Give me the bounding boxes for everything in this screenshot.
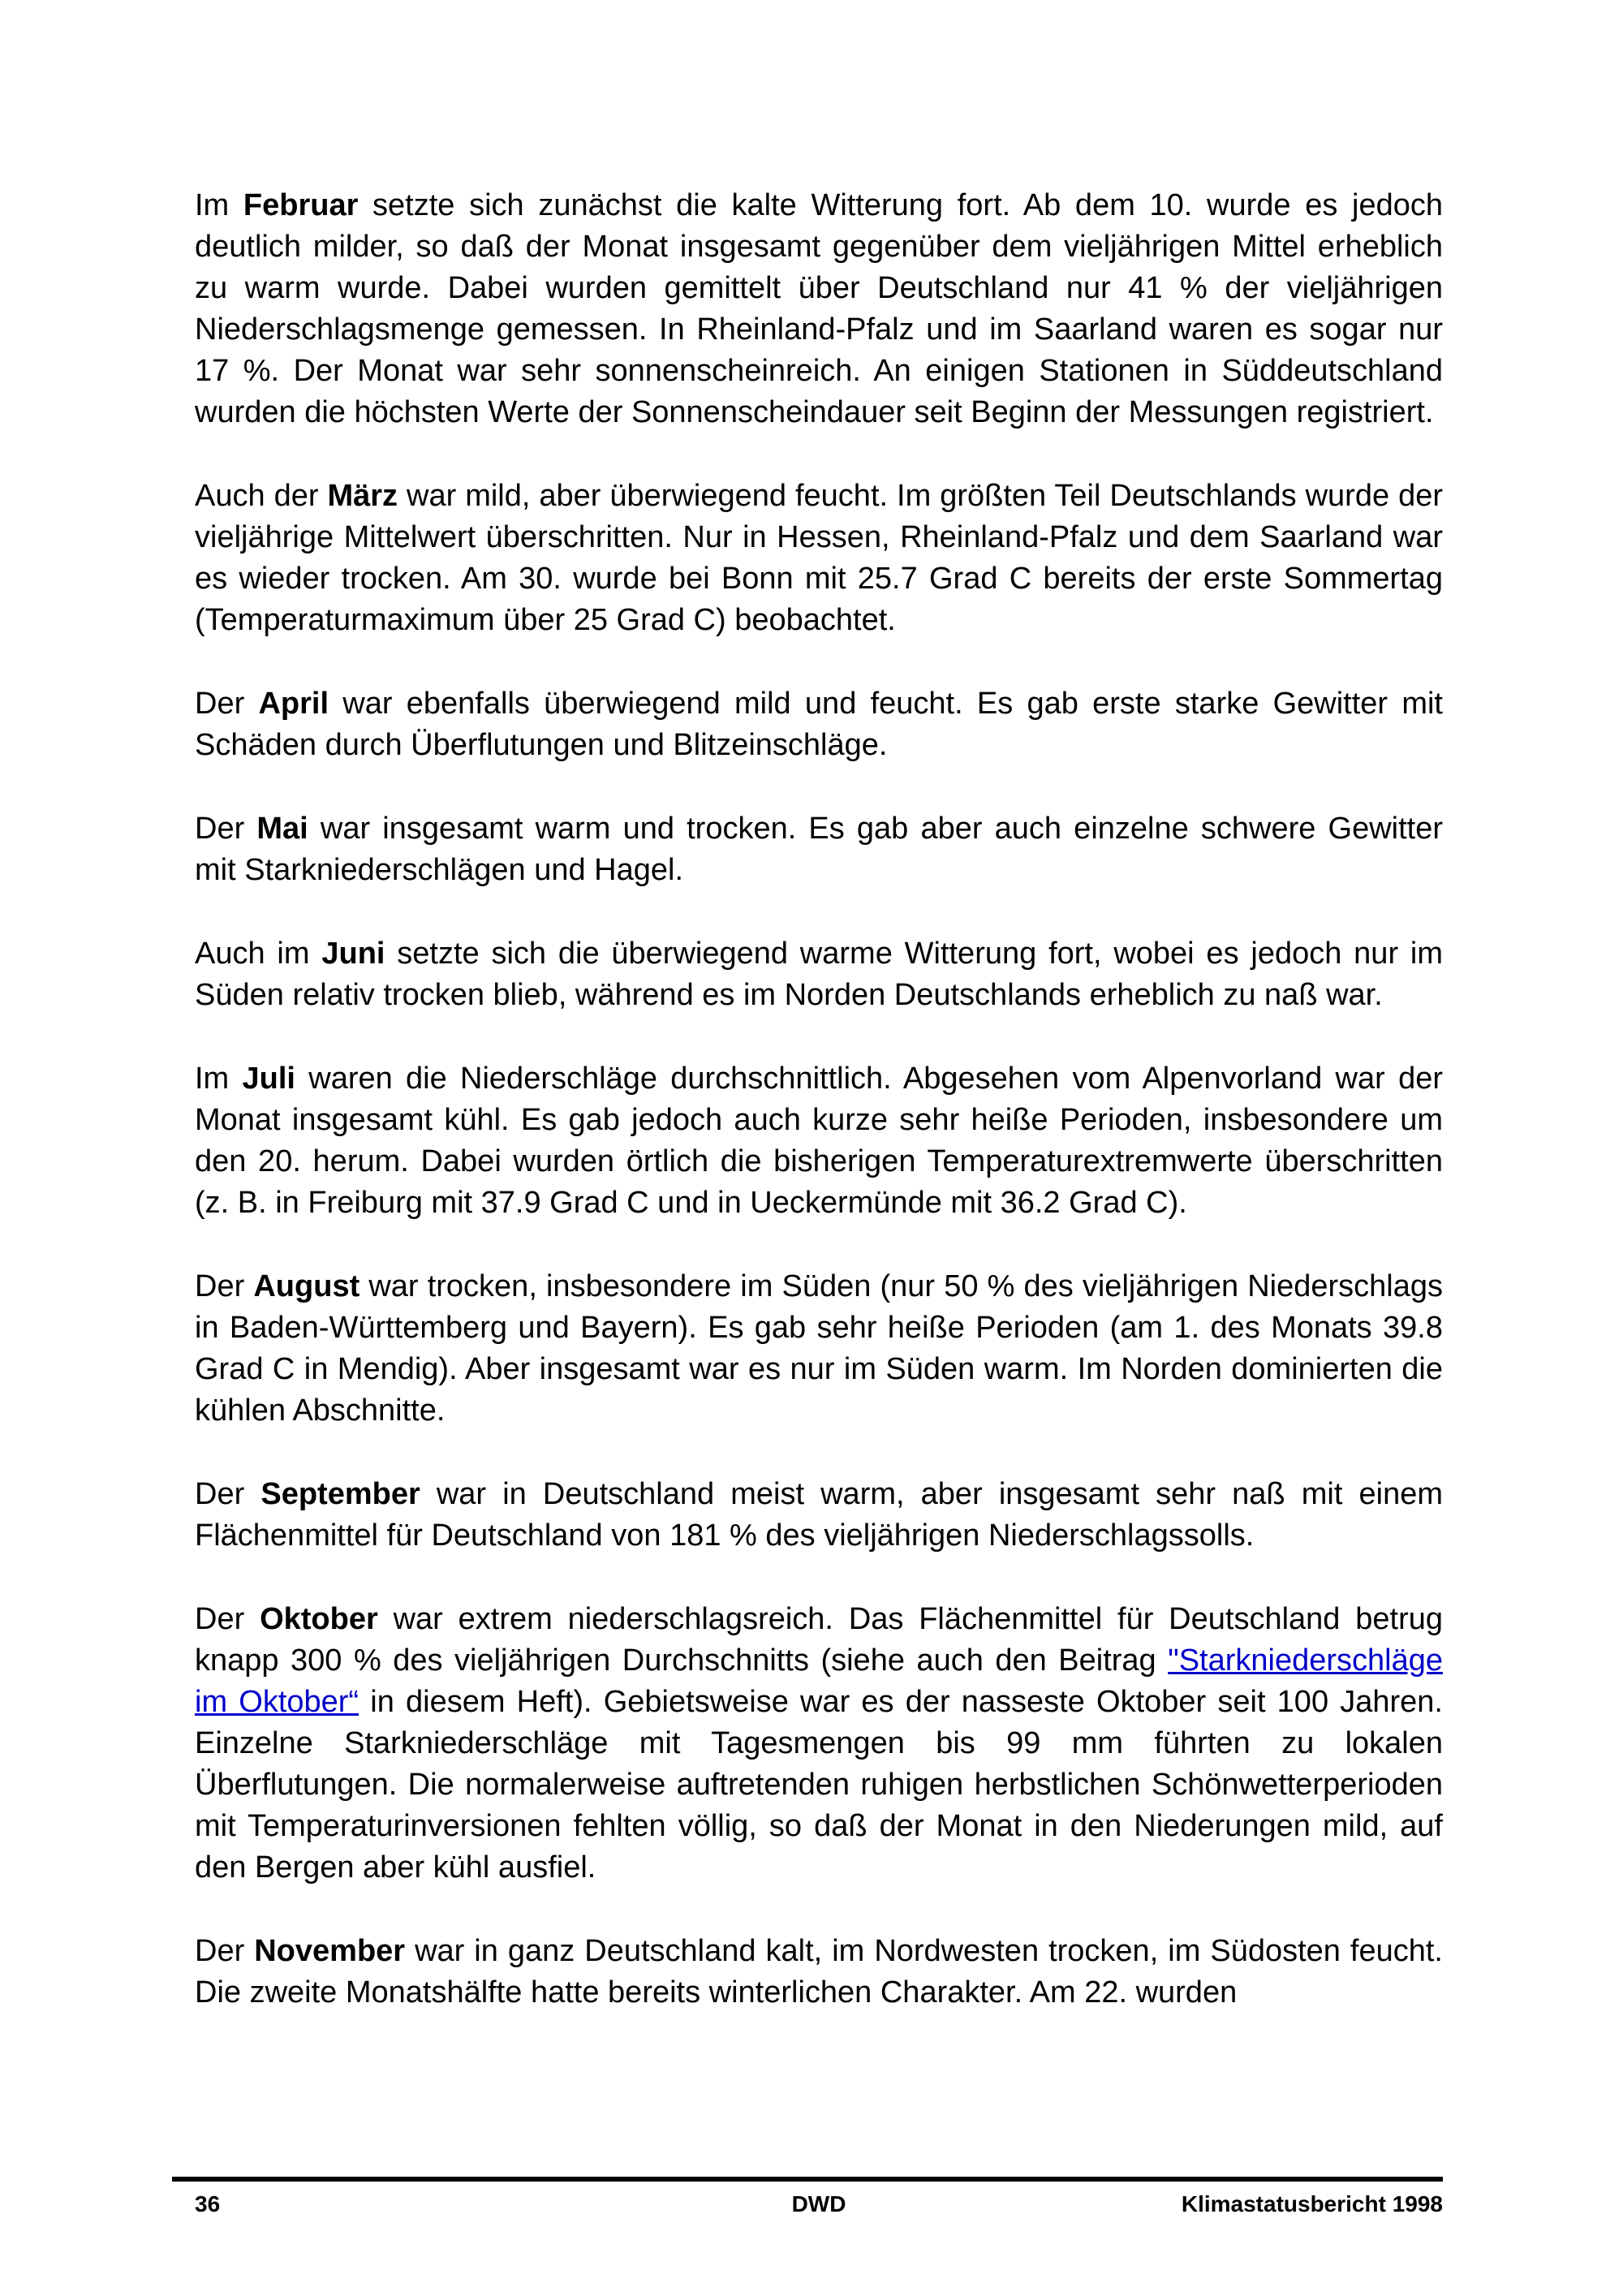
paragraph-april	[195, 683, 1443, 766]
document-body	[195, 185, 1443, 2056]
paragraph-lead: Auch der	[195, 479, 328, 513]
paragraph-oktober	[195, 1599, 1443, 1889]
paragraph-text: war insgesamt warm und trocken. Es gab aber auch einzelne schwere Gewitter mit Starkniederschlägen und Hagel.	[195, 812, 1443, 887]
publisher-label: DWD	[791, 2191, 846, 2216]
paragraph-text: setzte sich zunächst die kalte Witterung fort. Ab dem 10. wurde es jedoch deutlich milder, so daß der Monat insgesamt gegenüber dem vieljährigen Mittel erheblich zu warm wurde. Dabei wurden gemittelt über Deutschland nur 41 % der vieljährigen Niederschlagsmenge gemessen. In Rheinland-Pfalz und im Saarland waren es sogar nur 17 %. Der Monat war sehr sonnenscheinreich. An einigen Stationen in Süddeutschland wurden die höchsten Werte der Sonnenscheindauer seit Beginn der Messungen registriert.	[195, 188, 1443, 429]
paragraph-februar	[195, 185, 1443, 433]
month-name: April	[258, 687, 329, 721]
paragraph-text: war in ganz Deutschland kalt, im Nordwesten trocken, im Südosten feucht. Die zweite Monatshälfte hatte bereits winterlichen Charakter. Am 22. wurden	[195, 1934, 1443, 2010]
month-name: Juli	[242, 1062, 295, 1096]
paragraph-august	[195, 1266, 1443, 1432]
month-name: Mai	[256, 812, 308, 846]
paragraph-maerz	[195, 476, 1443, 641]
month-name: März	[327, 479, 398, 513]
paragraph-november	[195, 1931, 1443, 2014]
paragraph-lead: Der	[195, 1269, 254, 1303]
paragraph-text: war mild, aber überwiegend feucht. Im größten Teil Deutschlands wurde der vieljährige Mittelwert überschritten. Nur in Hessen, Rheinland-Pfalz und dem Saarland war es wieder trocken. Am 30. wurde bei Bonn mit 25.7 Grad C bereits der erste Sommertag (Temperaturmaximum über 25 Grad C) beobachtet.	[195, 479, 1443, 637]
paragraph-mai	[195, 808, 1443, 891]
page-number: 36	[195, 2191, 221, 2216]
paragraph-text: war trocken, insbesondere im Süden (nur 50 % des vieljährigen Niederschlags in Baden-Württemberg und Bayern). Es gab sehr heiße Perioden (am 1. des Monats 39.8 Grad C in Mendig). Aber insgesamt war es nur im Süden warm. Im Norden dominierten die kühlen Abschnitte.	[195, 1269, 1443, 1428]
month-name: November	[254, 1934, 406, 1968]
report-title: Klimastatusbericht 1998	[1181, 2191, 1443, 2216]
month-name: Februar	[243, 188, 359, 222]
paragraph-text: war in Deutschland meist warm, aber insgesamt sehr naß mit einem Flächenmittel für Deutschland von 181 % des vieljährigen Niederschlagssolls.	[195, 1477, 1443, 1553]
article-link-starkniederschlaege[interactable]: "Starkniederschläge im Oktober“	[195, 1643, 1443, 1719]
paragraph-lead: Der	[195, 1477, 261, 1511]
month-name: September	[260, 1477, 420, 1511]
paragraph-lead: Im	[195, 188, 243, 222]
paragraph-juni	[195, 933, 1443, 1016]
page-footer	[195, 2191, 1443, 2221]
paragraph-lead: Der	[195, 1934, 255, 1968]
paragraph-text: war extrem niederschlagsreich. Das Flächenmittel für Deutschland betrug knapp 300 % des vieljährigen Durchschnitts (siehe auch den Beitrag	[195, 1602, 1443, 1678]
paragraph-juli	[195, 1058, 1443, 1224]
paragraph-september	[195, 1474, 1443, 1557]
paragraph-text: war ebenfalls überwiegend mild und feucht. Es gab erste starke Gewitter mit Schäden durch Überflutungen und Blitzeinschläge.	[195, 687, 1443, 762]
paragraph-lead: Im	[195, 1062, 243, 1096]
paragraph-lead: Der	[195, 1602, 260, 1636]
paragraph-text: waren die Niederschläge durchschnittlich. Abgesehen vom Alpenvorland war der Monat insgesamt kühl. Es gab jedoch auch kurze sehr heiße Perioden, insbesondere um den 20. herum. Dabei wurden örtlich die bisherigen Temperaturextremwerte überschritten (z. B. in Freiburg mit 37.9 Grad C und in Ueckermünde mit 36.2 Grad C).	[195, 1062, 1443, 1220]
month-name: Oktober	[260, 1602, 378, 1636]
paragraph-text: in diesem Heft). Gebietsweise war es der nasseste Oktober seit 100 Jahren. Einzelne Starkniederschläge mit Tagesmengen bis 99 mm führten zu lokalen Überflutungen. Die normalerweise auftretenden ruhigen herbstlichen Schönwetterperioden mit Temperaturinversionen fehlten völlig, so daß der Monat in den Niederungen mild, auf den Bergen aber kühl ausfiel.	[195, 1685, 1443, 1885]
footer-divider	[172, 2177, 1443, 2182]
paragraph-text: setzte sich die überwiegend warme Witterung fort, wobei es jedoch nur im Süden relativ trocken blieb, während es im Norden Deutschlands erheblich zu naß war.	[195, 937, 1444, 1012]
month-name: Juni	[321, 937, 385, 971]
paragraph-lead: Auch im	[195, 937, 322, 971]
paragraph-lead: Der	[195, 687, 259, 721]
paragraph-lead: Der	[195, 812, 257, 846]
month-name: August	[253, 1269, 360, 1303]
